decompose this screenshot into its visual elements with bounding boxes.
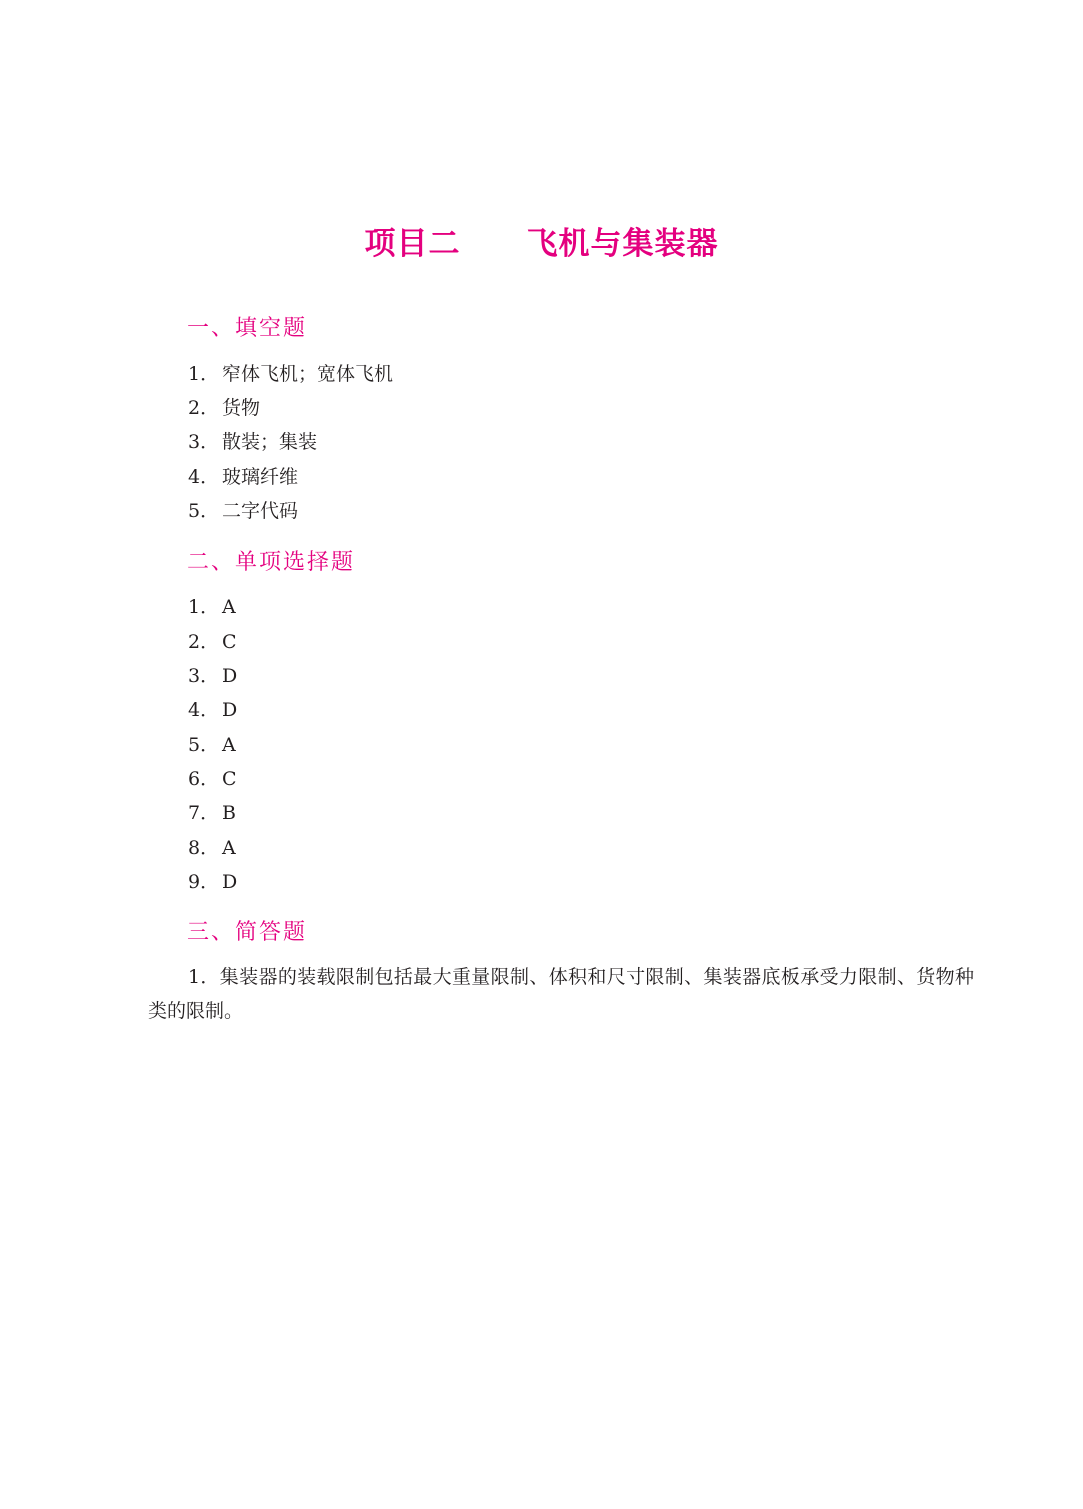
page-title: [0, 218, 1083, 263]
item-answer: A: [222, 734, 236, 756]
item-answer: A: [222, 837, 236, 859]
section-heading-single-choice: 二、单项选择题: [187, 550, 356, 575]
list-item: [188, 870, 237, 894]
item-answer: C: [222, 631, 237, 653]
list-item: [188, 801, 236, 825]
item-number: 6．: [188, 768, 220, 790]
item-number: 3．: [188, 431, 220, 453]
list-item: [188, 362, 393, 386]
list-item: [188, 733, 236, 757]
item-number: 4．: [188, 466, 220, 488]
list-item: [188, 698, 237, 722]
list-item: [188, 465, 298, 489]
item-answer: A: [222, 596, 236, 618]
item-number: 5．: [188, 734, 220, 756]
list-item: [188, 664, 237, 688]
list-item: [188, 595, 236, 619]
item-number: 8．: [188, 837, 220, 859]
item-answer: 二字代码: [222, 500, 299, 522]
item-number: 9．: [188, 871, 220, 893]
item-answer: C: [222, 768, 237, 790]
section-heading-short-answer: 三、简答题: [187, 920, 308, 945]
item-answer: D: [222, 871, 238, 893]
list-item: [188, 630, 237, 654]
item-answer: 玻璃纤维: [222, 466, 299, 488]
item-number: 1．: [188, 363, 220, 385]
item-answer: 货物: [222, 397, 261, 419]
title-part-1: 项目二: [364, 226, 461, 262]
item-number: 3．: [188, 665, 220, 687]
item-answer: D: [222, 665, 238, 687]
item-number: 4．: [188, 699, 220, 721]
answer-paragraph: 1．集装器的装载限制包括最大重量限制、体积和尺寸限制、集装器底板承受力限制、货物种类的限制。: [148, 966, 974, 1022]
item-number: 1．: [188, 596, 220, 618]
list-item: [188, 430, 317, 454]
list-item: [188, 836, 236, 860]
item-number: 2．: [188, 397, 220, 419]
section-heading-fill-blank: 一、填空题: [187, 316, 308, 341]
item-answer: B: [222, 802, 236, 824]
title-part-2: 飞机与集装器: [526, 226, 719, 262]
item-answer: 散装；集装: [222, 431, 318, 453]
list-item: [188, 499, 298, 523]
item-answer: D: [222, 699, 238, 721]
item-number: 2．: [188, 631, 220, 653]
list-item: [188, 767, 237, 791]
item-number: 5．: [188, 500, 220, 522]
list-item: [188, 396, 260, 420]
item-number: 7．: [188, 802, 220, 824]
item-answer: 窄体飞机；宽体飞机: [222, 363, 394, 385]
